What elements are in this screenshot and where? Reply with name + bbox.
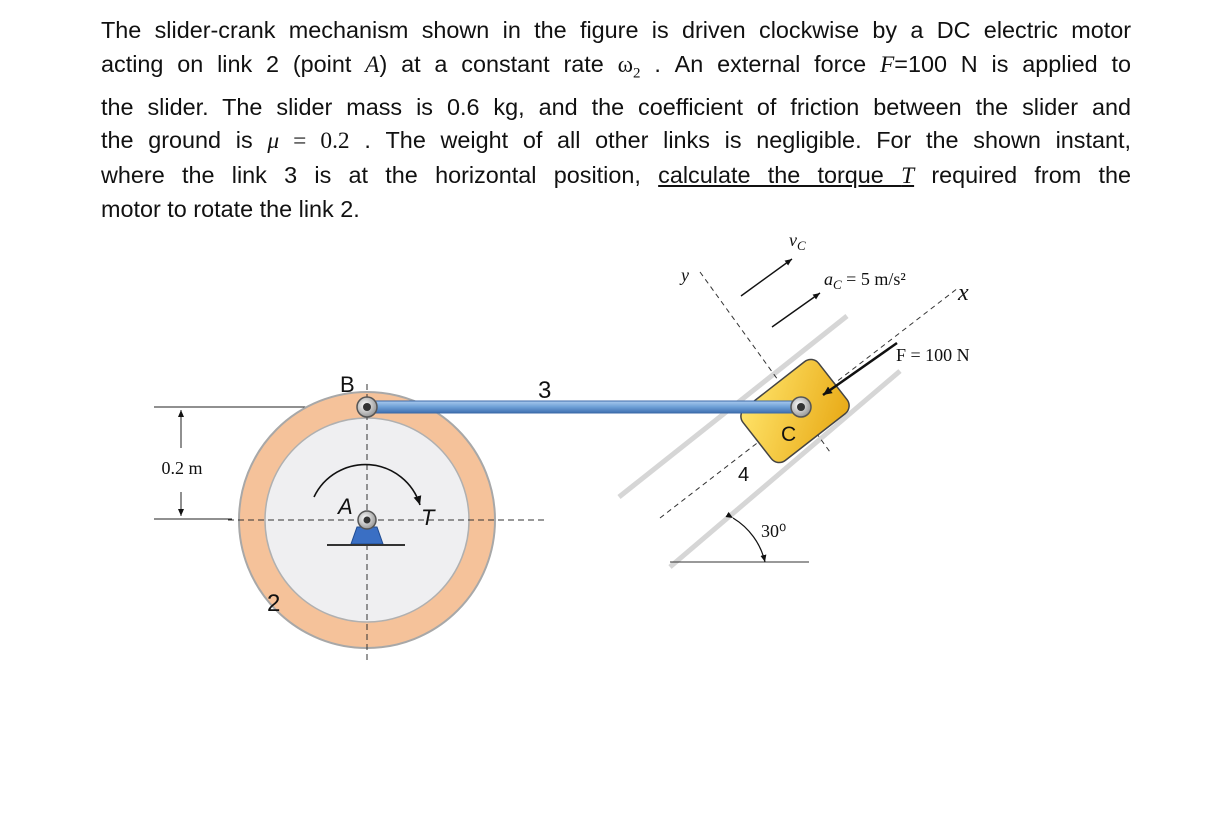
- torque-symbol: T: [901, 162, 915, 189]
- problem-text: ) at a constant rate: [379, 50, 618, 77]
- label-point-c: C: [781, 423, 797, 446]
- omega-symbol: ω: [617, 51, 634, 78]
- link-3-rod: [367, 401, 801, 413]
- pin-a-center: [364, 517, 371, 524]
- acceleration-symbol: a: [824, 269, 833, 289]
- acceleration-subscript: C: [833, 277, 842, 292]
- problem-text: motor to rotate the link 2.: [101, 196, 360, 223]
- label-force: F = 100 N: [896, 345, 970, 365]
- label-x-axis: x: [958, 280, 969, 306]
- problem-text: calculate the torque: [658, 161, 902, 188]
- point-a-symbol: A: [365, 51, 380, 78]
- problem-text: the slider. The slider mass is 0.6 kg, and the coefficient of friction between the slider and: [101, 93, 1131, 120]
- label-link-2: 2: [267, 590, 281, 617]
- problem-text: The slider-crank mechanism shown in the figure is driven clockwise by a DC electric motor: [101, 17, 1131, 43]
- label-y-axis: y: [681, 265, 689, 285]
- pin-b-center: [363, 403, 371, 411]
- dimension-label: 0.2 m: [161, 458, 203, 478]
- label-point-b: B: [340, 372, 355, 397]
- label-link-4: 4: [738, 464, 750, 486]
- force-symbol: F: [879, 51, 895, 78]
- velocity-subscript: C: [797, 238, 806, 253]
- label-velocity: [789, 230, 806, 253]
- problem-text: acting on link 2 (point: [101, 50, 366, 77]
- problem-text: required from the: [914, 161, 1131, 188]
- label-point-a: A: [338, 494, 353, 519]
- problem-text: =100 N is applied to: [894, 50, 1131, 77]
- label-acceleration: [824, 269, 906, 292]
- velocity-arrow: [741, 259, 792, 296]
- acceleration-value: = 5 m/s²: [841, 269, 906, 289]
- label-link-3: 3: [538, 377, 552, 404]
- problem-text: . The weight of all other links is negligible. For the shown instant,: [349, 127, 1131, 154]
- velocity-symbol: v: [789, 230, 797, 250]
- problem-text: the ground is: [101, 127, 268, 154]
- mu-symbol: μ: [267, 128, 280, 155]
- mu-value: = 0.2: [279, 128, 350, 155]
- problem-text: . An external force: [640, 50, 880, 77]
- force-arrow: [823, 343, 897, 395]
- problem-text: where the link 3 is at the horizontal position,: [101, 161, 659, 188]
- pin-c-center: [797, 403, 805, 411]
- label-torque-t: T: [421, 505, 435, 530]
- rod-body: [367, 401, 801, 413]
- acceleration-arrow: [772, 293, 820, 327]
- omega-subscript: 2: [633, 65, 641, 82]
- label-angle: 30⁰: [761, 521, 787, 541]
